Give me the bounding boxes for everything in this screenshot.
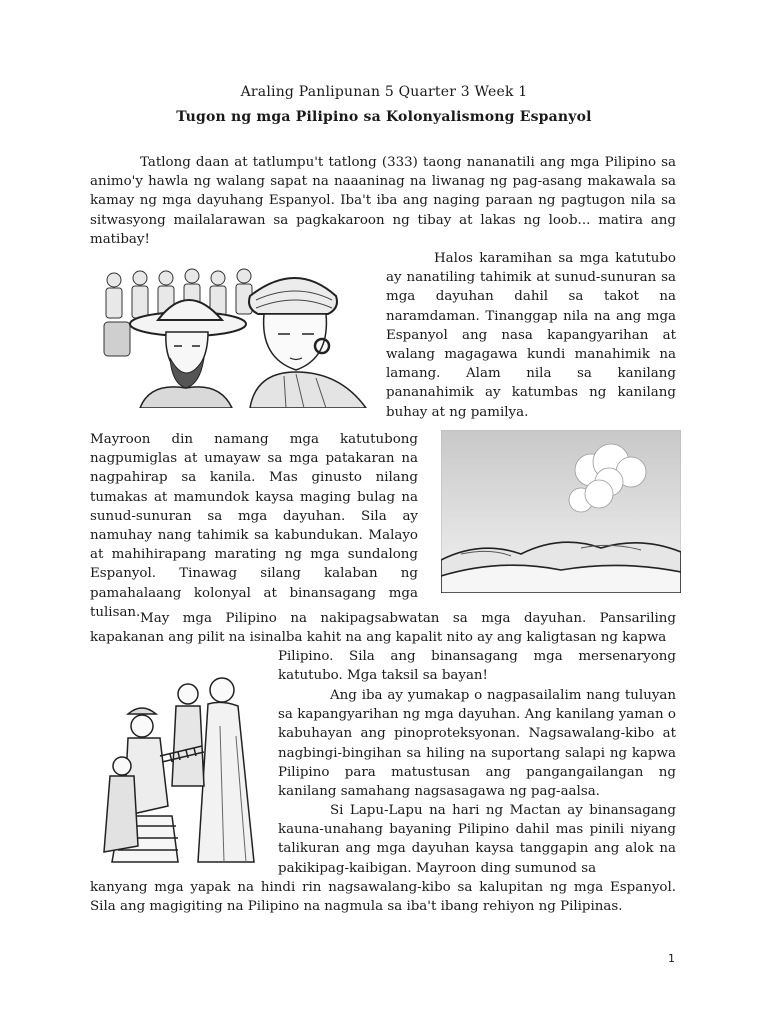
paragraph-submissive-natives: Ang iba ay yumakap o nagpasailalim nang tuluyan sa kapangyarihan ng mga dayuhan. Ang kanilang yaman o kabuhayan ang pinoproteksyonan. Nagsawalang-kibo at nagbingi-bingihan sa hiling na suportang salapi ng kapwa Pilipino para matustusan ang pangangailangan ng kanilang samahang nagsasagawa ng pag-aalsa. xyxy=(278,688,676,800)
paragraph-collaborators-part2: Pilipino. Sila ang binansagang mga mersenaryong katutubo. Mga taksil sa bayan! xyxy=(278,649,676,684)
paragraph-collaborators-part1: May mga Pilipino na nakipagsabwatan sa mga dayuhan. Pansariling kapakanan ang pilit na isinalba kahit na ang kapalit nito ay ang kaligtasan ng kapwa xyxy=(90,611,676,646)
paragraph-runaway-natives: Mayroon din namang mga katutubong nagpumiglas at umayaw sa mga patakaran na nagpahirap sa kanila. Mas ginusto nilang tumakas at mamundok kaysa maging bulag na sunud-sunuran sa mga dayuhan. Sila ay namuhay nang tahimik sa kabundukan. Malayo at mahihirapang marating ng mga sundalong Espanyol. Tinawag silang kalaban ng pamahalaang kolonyal at binansagang mga tulisan. xyxy=(90,432,418,620)
page-number: 1 xyxy=(668,952,675,965)
document-heading: Araling Panlipunan 5 Quarter 3 Week 1 xyxy=(240,84,528,100)
illustration-spaniard-and-native xyxy=(100,262,372,408)
paragraph-lapu-lapu-part1: Si Lapu-Lapu na hari ng Mactan ay binansagang kauna-unahang bayaning Pilipino dahil mas pinili niyang talikuran ang mga dayuhan kaysa tanggapin ang alok na pakikipag-kaibigan. Mayroon ding sumunod sa xyxy=(278,803,676,876)
paragraph-intro: Tatlong daan at tatlumpu't tatlong (333) taong nananatili ang mga Pilipino sa animo'y hawla ng walang sapat na naaaninag na liwanag ng pag-asang makawala sa kamay ng mga dayuhang Espanyol. Iba't iba ang naging paraan ng pagtugon nila sa sitwasyong mailalarawan sa pagkakaroon ng tibay at lakas ng loob... matira ang matibay! xyxy=(90,155,676,247)
document-subheading: Tugon ng mga Pilipino sa Kolonyalismong Espanyol xyxy=(176,109,592,125)
paragraph-lapu-lapu-part2: kanyang mga yapak na hindi rin nagsawalang-kibo sa kalupitan ng mga Espanyol. Sila ang magigiting na Pilipino na nagmula sa iba't ibang rehiyon ng Pilipinas. xyxy=(90,880,676,915)
paragraph-silent-natives: Halos karamihan sa mga katutubo ay nanatiling tahimik at sunud-sunuran sa mga dayuhan dahil sa takot na naramdaman. Tinanggap nila na ang mga Espanyol ang nasa kapangyarihan at walang magagawa kundi manahimik na lamang. Alam nila sa kanilang pananahimik ay katumbas ng kanilang buhay at ng pamilya. xyxy=(386,251,676,420)
illustration-mountains xyxy=(441,430,681,593)
illustration-kneeling-natives xyxy=(98,666,274,866)
